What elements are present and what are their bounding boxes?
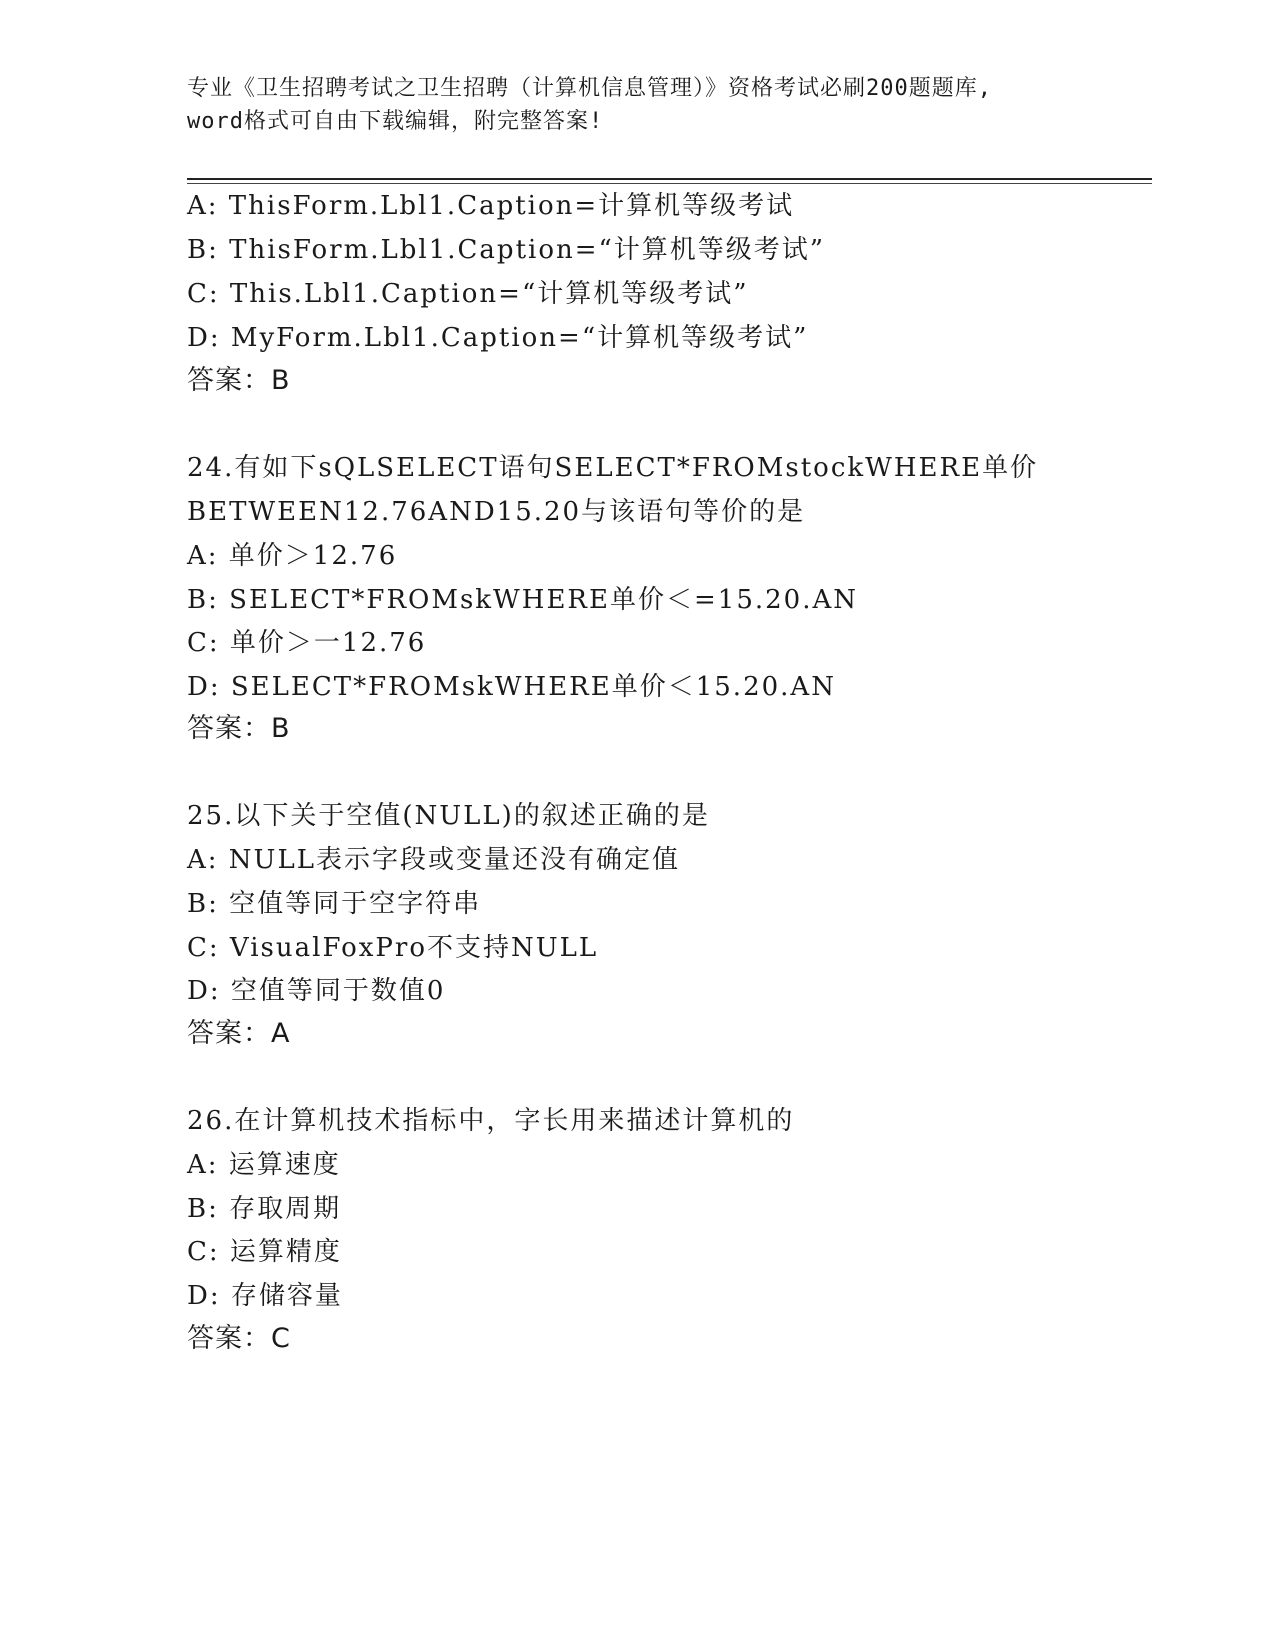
q23-answer: 答案：B bbox=[187, 365, 291, 396]
q26-answer: 答案：C bbox=[187, 1323, 291, 1354]
header-divider-thin bbox=[187, 183, 1152, 184]
header-divider bbox=[187, 178, 1152, 180]
q24-answer: 答案：B bbox=[187, 713, 291, 744]
q25-option-a: A: NULL表示字段或变量还没有确定值 bbox=[187, 845, 680, 875]
q23-option-d: D: MyForm.Lbl1.Caption=“计算机等级考试” bbox=[187, 323, 809, 353]
q26-option-c: C: 运算精度 bbox=[187, 1237, 342, 1267]
header-line-2: word格式可自由下载编辑，附完整答案! bbox=[187, 109, 604, 134]
document-header bbox=[187, 72, 1087, 138]
q24-option-c: C: 单价＞一12.76 bbox=[187, 628, 427, 658]
header-line-1: 专业《卫生招聘考试之卫生招聘（计算机信息管理）》资格考试必刷200题题库, bbox=[187, 76, 992, 101]
q25-answer: 答案：A bbox=[187, 1018, 291, 1049]
q23-option-a: A: ThisForm.Lbl1.Caption=计算机等级考试 bbox=[187, 191, 795, 221]
q25-stem: 25.以下关于空值(NULL)的叙述正确的是 bbox=[187, 801, 710, 831]
q24-option-b: B: SELECT*FROMskWHERE单价＜=15.20.AN bbox=[187, 585, 858, 615]
q24-stem-line-1: 24.有如下sQLSELECT语句SELECT*FROMstockWHERE单价 bbox=[187, 453, 1039, 483]
q24-option-d: D: SELECT*FROMskWHERE单价＜15.20.AN bbox=[187, 672, 836, 702]
q25-option-c: C: VisualFoxPro不支持NULL bbox=[187, 933, 599, 963]
q24-stem-line-2: BETWEEN12.76AND15.20与该语句等价的是 bbox=[187, 497, 806, 527]
q26-option-d: D: 存储容量 bbox=[187, 1281, 343, 1311]
q25-option-d: D: 空值等同于数值0 bbox=[187, 976, 446, 1006]
q25-option-b: B: 空值等同于空字符串 bbox=[187, 889, 482, 919]
q23-option-c: C: This.Lbl1.Caption=“计算机等级考试” bbox=[187, 279, 749, 309]
q26-option-b: B: 存取周期 bbox=[187, 1194, 342, 1224]
q23-option-b: B: ThisForm.Lbl1.Caption=“计算机等级考试” bbox=[187, 235, 826, 265]
q26-option-a: A: 运算速度 bbox=[187, 1150, 341, 1180]
q24-option-a: A: 单价＞12.76 bbox=[187, 541, 398, 571]
q26-stem: 26.在计算机技术指标中，字长用来描述计算机的 bbox=[187, 1106, 795, 1136]
